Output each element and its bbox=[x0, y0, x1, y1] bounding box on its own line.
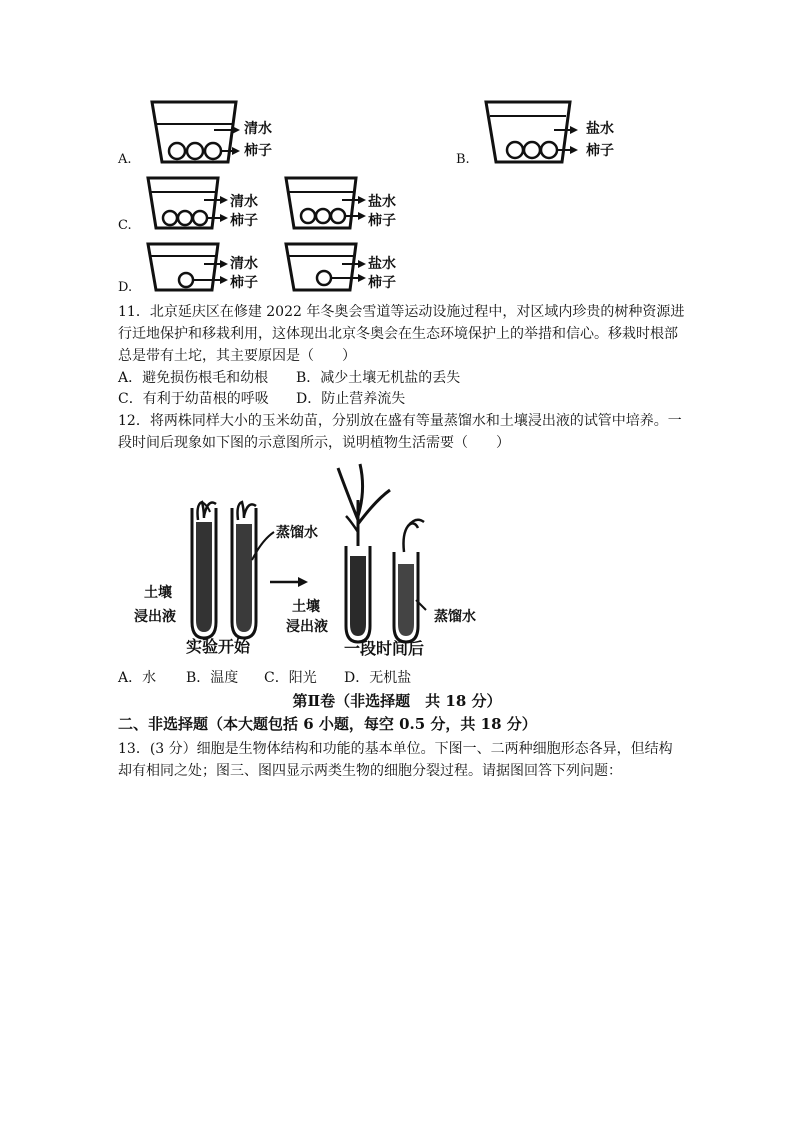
label-salt-water: 盐水 bbox=[586, 121, 614, 137]
question-text-line: 总是带有土坨，其主要原因是（ ） bbox=[118, 348, 356, 364]
label-salt-water: 盐水 bbox=[368, 194, 396, 210]
option-letter: C. bbox=[118, 218, 132, 233]
answer-option-b[interactable]: B．减少土壤无机盐的丢失 bbox=[296, 370, 461, 386]
label-persimmon: 柿子 bbox=[586, 143, 614, 159]
label-persimmon: 柿子 bbox=[230, 213, 258, 229]
beaker-diagram bbox=[284, 176, 360, 232]
option-letter: D. bbox=[118, 280, 133, 295]
question-text-line: 行迁地保护和移栽利用，这体现出北京冬奥会在生态环境保护上的举措和信心。移栽时根部 bbox=[118, 326, 678, 342]
answer-option-c[interactable]: C．有利于幼苗根的呼吸 bbox=[118, 391, 269, 407]
label-distilled-water: 蒸馏水 bbox=[276, 525, 318, 541]
label-after-a-while: 一段时间后 bbox=[344, 639, 425, 658]
label-soil-extract: 浸出液 bbox=[134, 609, 176, 625]
beaker-diagram bbox=[150, 100, 240, 166]
label-clear-water: 清水 bbox=[230, 194, 258, 210]
beaker-diagram bbox=[484, 100, 574, 166]
label-soil-extract: 浸出液 bbox=[286, 619, 328, 635]
label-persimmon: 柿子 bbox=[368, 213, 396, 229]
question-text-line: 13．(3 分）细胞是生物体结构和功能的基本单位。下图一、二两种细胞形态各异，但结构 bbox=[118, 741, 673, 757]
beaker-diagram bbox=[146, 176, 222, 232]
label-distilled-water: 蒸馏水 bbox=[434, 609, 476, 625]
test-tube-diagram bbox=[180, 460, 490, 660]
label-persimmon: 柿子 bbox=[230, 275, 258, 291]
label-soil: 土壤 bbox=[144, 585, 172, 601]
answer-option-b[interactable]: B．温度 bbox=[186, 670, 239, 686]
question-text-line: 段时间后现象如下图的示意图所示，说明植物生活需要（ ） bbox=[118, 435, 510, 451]
label-experiment-start: 实验开始 bbox=[186, 637, 251, 656]
question-text-line: 却有相同之处；图三、图四显示两类生物的细胞分裂过程。请据图回答下列问题： bbox=[118, 763, 622, 779]
question-text-line: 12．将两株同样大小的玉米幼苗，分别放在盛有等量蒸馏水和土壤浸出液的试管中培养。一 bbox=[118, 413, 682, 429]
label-soil: 土壤 bbox=[292, 599, 320, 615]
label-persimmon: 柿子 bbox=[368, 275, 396, 291]
section-title: 第Ⅱ卷（非选择题 共 18 分） bbox=[292, 692, 502, 710]
option-letter: B. bbox=[456, 152, 470, 167]
answer-option-c[interactable]: C．阳光 bbox=[264, 670, 317, 686]
label-clear-water: 清水 bbox=[244, 121, 272, 137]
beaker-diagram bbox=[146, 242, 222, 294]
beaker-diagram bbox=[284, 242, 360, 294]
question-text-line: 11．北京延庆区在修建 2022 年冬奥会雪道等运动设施过程中，对区域内珍贵的树种资源进 bbox=[118, 304, 685, 320]
answer-option-a[interactable]: A．避免损伤根毛和幼根 bbox=[118, 370, 269, 386]
label-clear-water: 清水 bbox=[230, 256, 258, 272]
option-letter: A. bbox=[118, 152, 132, 167]
label-salt-water: 盐水 bbox=[368, 256, 396, 272]
answer-option-a[interactable]: A．水 bbox=[118, 670, 157, 686]
section-heading: 二、非选择题（本大题包括 6 小题，每空 0.5 分，共 18 分） bbox=[118, 715, 537, 733]
answer-option-d[interactable]: D．无机盐 bbox=[344, 670, 412, 686]
answer-option-d[interactable]: D．防止营养流失 bbox=[296, 391, 406, 407]
label-persimmon: 柿子 bbox=[244, 143, 272, 159]
